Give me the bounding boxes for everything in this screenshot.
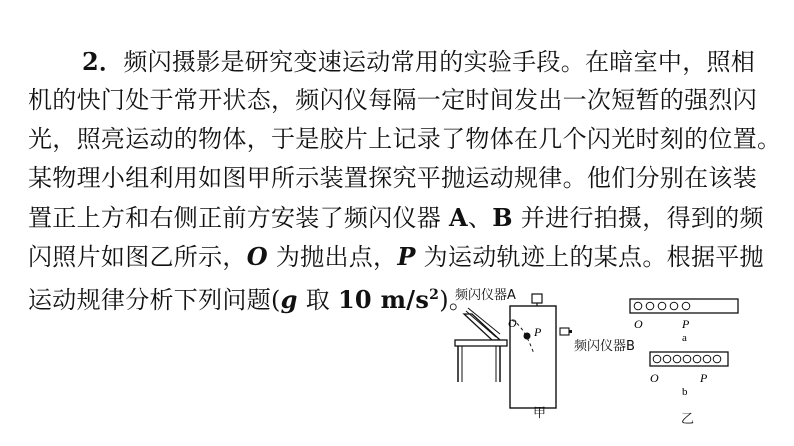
camera-a-icon bbox=[532, 294, 542, 303]
problem-line-4: 某物理小组利用如图甲所示装置探究平抛运动规律。他们分别在该装 bbox=[28, 164, 757, 192]
label-p: P bbox=[534, 325, 542, 339]
device-b-label: 频闪仪器B bbox=[574, 339, 635, 354]
label-o: O bbox=[508, 316, 517, 330]
strip-b-point-o: O bbox=[650, 371, 659, 385]
camera-b-icon bbox=[560, 328, 569, 335]
gravity-symbol: g bbox=[280, 285, 298, 314]
strip-b-label: b bbox=[682, 386, 688, 396]
problem-line-1: 2．频闪摄影是研究变速运动常用的实验手段。在暗室中，照相 bbox=[82, 47, 756, 76]
device-a-label: 频闪仪器A bbox=[455, 288, 516, 303]
strip-a-point-o: O bbox=[634, 317, 643, 331]
device-b-ref: B bbox=[492, 203, 513, 232]
problem-line-2: 机的快门处于常开状态，频闪仪每隔一定时间发出一次短暂的强烈闪 bbox=[28, 86, 757, 114]
problem-text bbox=[28, 42, 782, 315]
point-p-ref: P bbox=[397, 242, 416, 271]
strip-a bbox=[630, 299, 738, 313]
strip-b-point-p: P bbox=[700, 371, 708, 385]
strip-b bbox=[650, 352, 728, 366]
problem-line-5: 置正上方和右侧正前方安装了频闪仪器 A、B 并进行拍摄，得到的频 bbox=[28, 203, 764, 232]
ball bbox=[524, 333, 531, 340]
backdrop-board bbox=[510, 306, 556, 408]
strip-a-point-p: P bbox=[682, 317, 690, 331]
problem-line-6: 闪照片如图乙所示，O 为抛出点，P 为运动轨迹上的某点。根据平抛 bbox=[28, 242, 764, 271]
figure-yi-caption: 乙 bbox=[681, 412, 695, 427]
point-o-ref: O bbox=[246, 242, 268, 271]
gravity-value: 10 m/s bbox=[337, 285, 430, 314]
figure-yi-strips bbox=[620, 296, 760, 396]
device-a-ref: A bbox=[449, 203, 468, 232]
strip-a-label: a bbox=[682, 332, 687, 344]
figure-jia-caption: 甲 bbox=[533, 406, 547, 421]
problem-number: 2． bbox=[82, 47, 124, 76]
table-top bbox=[455, 340, 507, 346]
problem-line-7: 运动规律分析下列问题(g 取 10 $m/s^2$)。 bbox=[28, 285, 474, 314]
problem-line-3: 光，照亮运动的物体，于是胶片上记录了物体在几个闪光时刻的位置。 bbox=[28, 125, 782, 153]
